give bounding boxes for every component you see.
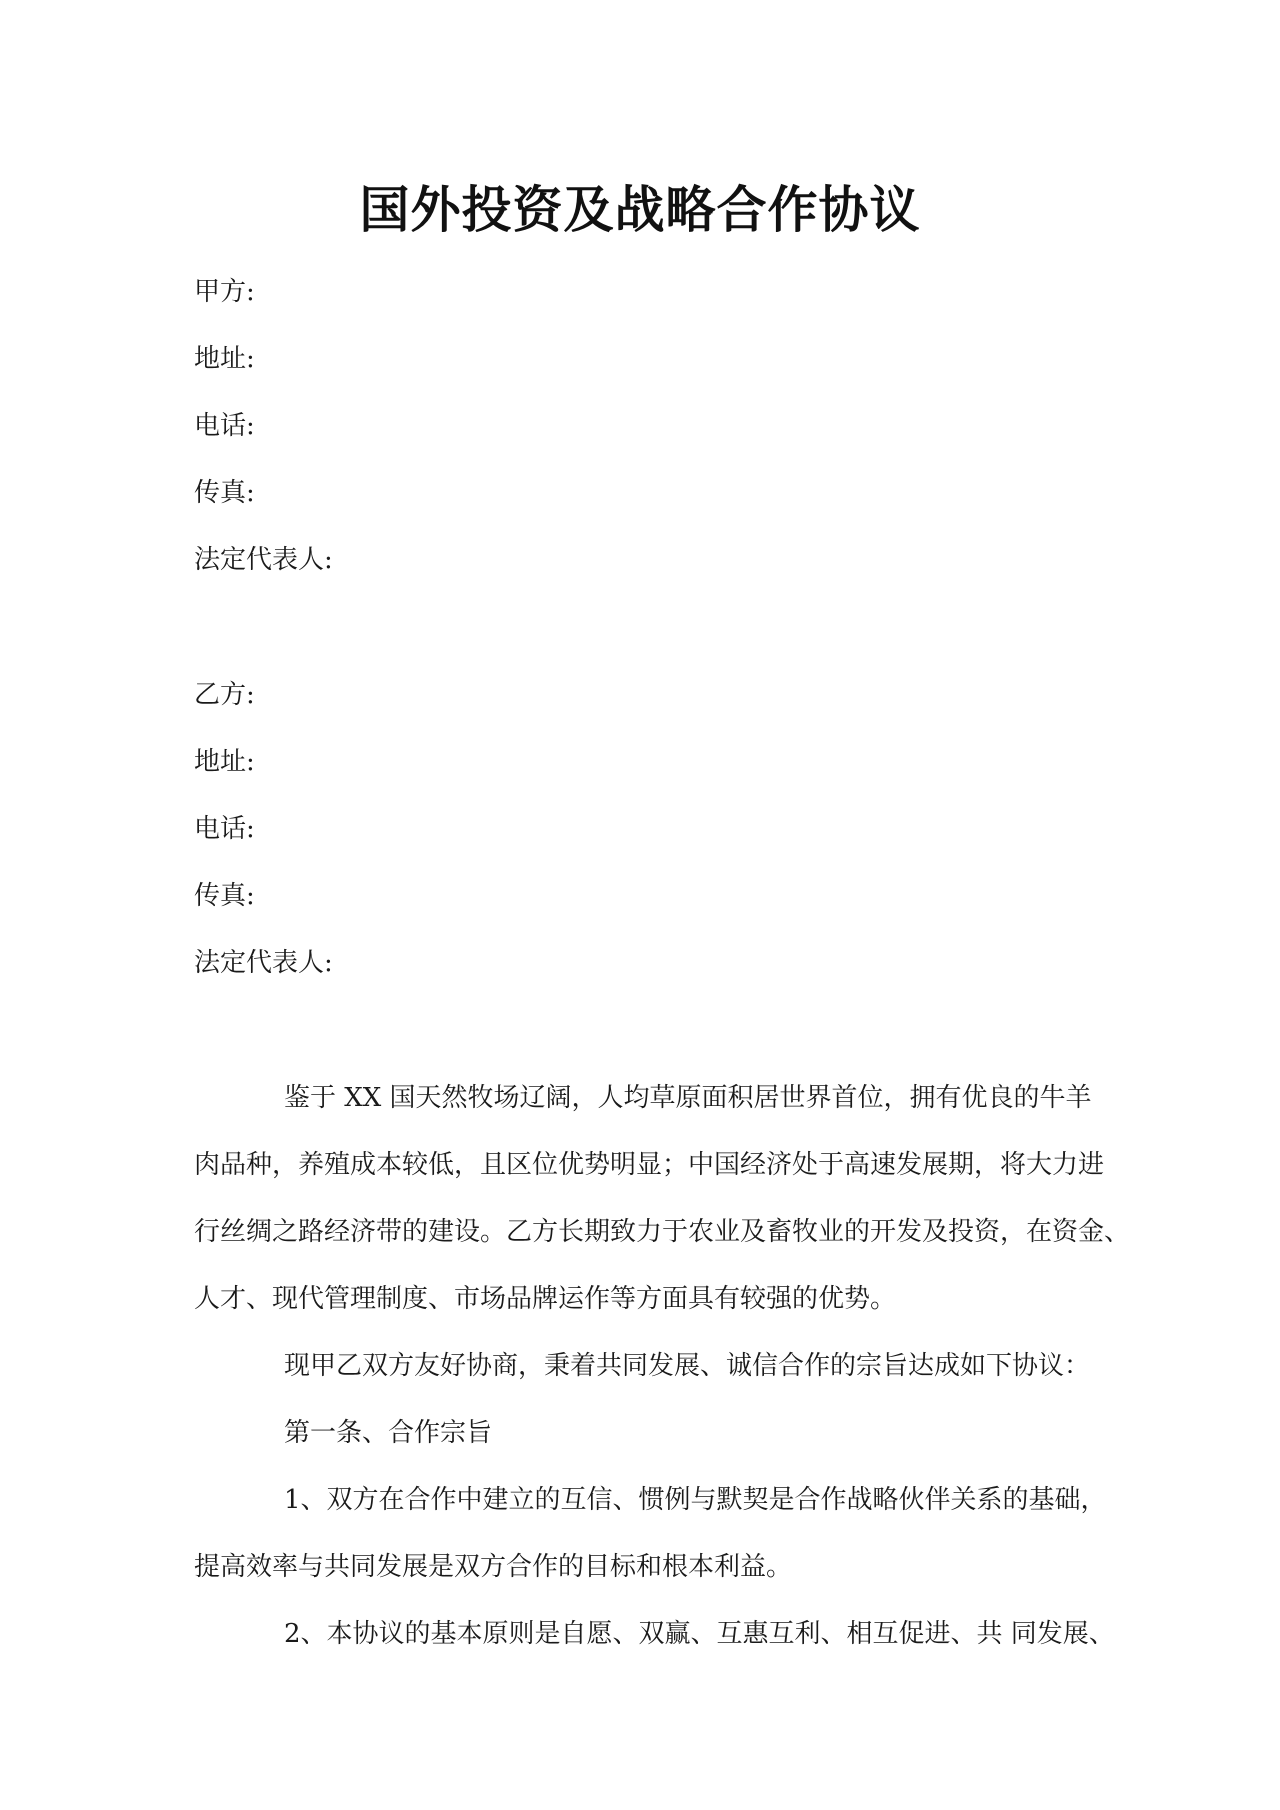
preamble-line: 行丝绸之路经济带的建设。乙方长期致力于农业及畜牧业的开发及投资，在资金、	[194, 1217, 1131, 1247]
party-b-fax-label: 传真:	[194, 881, 255, 911]
document-title: 国外投资及战略合作协议	[359, 180, 921, 239]
preamble-line: 鉴于 XX 国天然牧场辽阔，人均草原面积居世界首位，拥有优良的牛羊	[284, 1083, 1092, 1113]
party-a-address-label: 地址:	[194, 344, 255, 374]
party-b-label: 乙方:	[194, 680, 255, 710]
party-b-phone-label: 电话:	[194, 814, 255, 844]
clause-1-line: 提高效率与共同发展是双方合作的目标和根本利益。	[194, 1552, 793, 1582]
preamble-line: 人才、现代管理制度、市场品牌运作等方面具有较强的优势。	[194, 1284, 897, 1314]
preamble-line: 肉品种，养殖成本较低，且区位优势明显；中国经济处于高速发展期，将大力进	[194, 1150, 1105, 1180]
clause-1-line: 1、双方在合作中建立的互信、惯例与默契是合作战略伙伴关系的基础，	[284, 1485, 1107, 1515]
agreement-intro: 现甲乙双方友好协商，秉着共同发展、诚信合作的宗旨达成如下协议：	[284, 1351, 1091, 1381]
party-a-label: 甲方:	[194, 277, 255, 307]
article-1-heading: 第一条、合作宗旨	[284, 1418, 493, 1448]
party-b-address-label: 地址:	[194, 747, 255, 777]
party-a-legal-rep-label: 法定代表人:	[194, 545, 333, 575]
clause-2-line: 2、本协议的基本原则是自愿、双赢、互惠互利、相互促进、共 同发展、	[284, 1619, 1115, 1649]
party-a-fax-label: 传真:	[194, 478, 255, 508]
party-a-phone-label: 电话:	[194, 411, 255, 441]
party-b-legal-rep-label: 法定代表人:	[194, 948, 333, 978]
